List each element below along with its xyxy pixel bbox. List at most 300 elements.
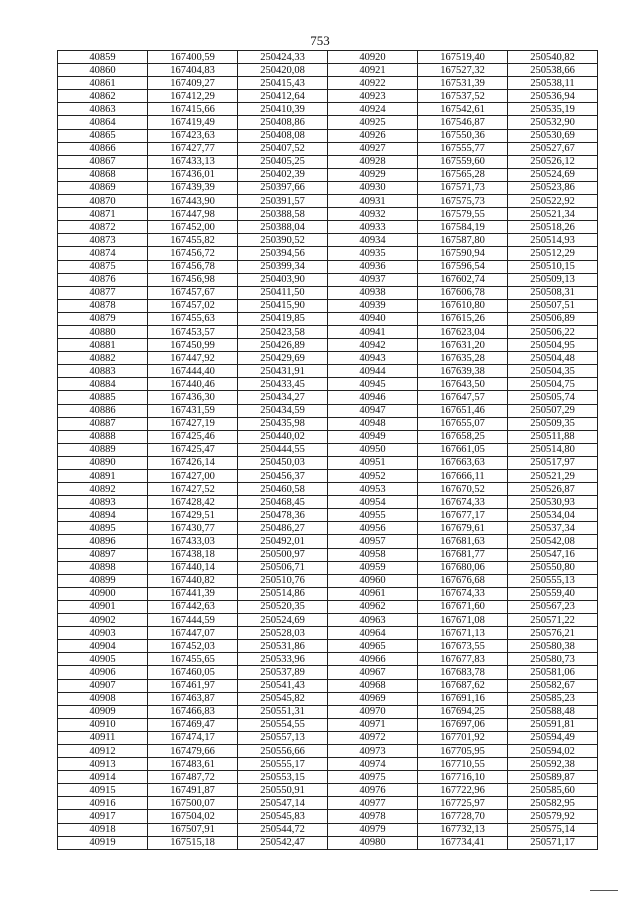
table-row [58,155,598,168]
table-row [58,509,598,522]
x-coordinate-left: 167455,65 [148,653,238,666]
point-id-right: 40959 [328,561,418,574]
y-coordinate-right: 250575,14 [508,823,598,836]
table-row [58,574,598,587]
x-coordinate-left: 167452,00 [148,221,238,234]
point-id-left: 40886 [58,404,148,417]
y-coordinate-right: 250559,40 [508,587,598,600]
y-coordinate-left: 250408,08 [238,129,328,142]
x-coordinate-left: 167491,87 [148,784,238,797]
y-coordinate-left: 250550,91 [238,784,328,797]
x-coordinate-right: 167531,39 [418,77,508,90]
x-coordinate-left: 167428,42 [148,496,238,509]
point-id-left: 40913 [58,758,148,771]
table-row [58,548,598,561]
table-row [58,181,598,194]
point-id-right: 40952 [328,470,418,483]
y-coordinate-left: 250444,55 [238,443,328,456]
x-coordinate-right: 167677,17 [418,509,508,522]
point-id-left: 40914 [58,771,148,784]
point-id-left: 40880 [58,325,148,338]
point-id-right: 40977 [328,797,418,810]
x-coordinate-left: 167423,63 [148,129,238,142]
x-coordinate-right: 167697,06 [418,718,508,731]
x-coordinate-right: 167559,60 [418,155,508,168]
y-coordinate-right: 250542,08 [508,535,598,548]
point-id-right: 40928 [328,155,418,168]
x-coordinate-right: 167670,52 [418,483,508,496]
x-coordinate-left: 167515,18 [148,836,238,849]
y-coordinate-right: 250591,81 [508,718,598,731]
x-coordinate-right: 167610,80 [418,299,508,312]
point-id-left: 40919 [58,836,148,849]
point-id-left: 40901 [58,600,148,613]
table-row [58,627,598,640]
table-row [58,483,598,496]
point-id-left: 40909 [58,705,148,718]
x-coordinate-right: 167590,94 [418,247,508,260]
point-id-right: 40969 [328,692,418,705]
point-id-left: 40878 [58,299,148,312]
x-coordinate-right: 167542,61 [418,103,508,116]
point-id-right: 40957 [328,535,418,548]
point-id-right: 40975 [328,771,418,784]
table-row [58,417,598,430]
x-coordinate-right: 167705,95 [418,744,508,757]
point-id-left: 40902 [58,614,148,627]
y-coordinate-right: 250571,17 [508,836,598,849]
x-coordinate-right: 167716,10 [418,771,508,784]
x-coordinate-right: 167658,25 [418,430,508,443]
point-id-right: 40967 [328,666,418,679]
x-coordinate-left: 167457,67 [148,286,238,299]
y-coordinate-left: 250557,13 [238,731,328,744]
x-coordinate-left: 167455,82 [148,234,238,247]
y-coordinate-right: 250594,49 [508,731,598,744]
y-coordinate-right: 250527,67 [508,142,598,155]
point-id-right: 40933 [328,221,418,234]
point-id-left: 40891 [58,470,148,483]
x-coordinate-right: 167732,13 [418,823,508,836]
y-coordinate-left: 250556,66 [238,744,328,757]
y-coordinate-right: 250567,23 [508,600,598,613]
y-coordinate-right: 250507,51 [508,299,598,312]
y-coordinate-right: 250538,66 [508,64,598,77]
table-row [58,784,598,797]
point-id-right: 40954 [328,496,418,509]
x-coordinate-left: 167440,14 [148,561,238,574]
table-row [58,404,598,417]
y-coordinate-right: 250540,82 [508,51,598,64]
y-coordinate-right: 250507,29 [508,404,598,417]
point-id-right: 40923 [328,90,418,103]
point-id-left: 40890 [58,456,148,469]
point-id-left: 40908 [58,692,148,705]
y-coordinate-right: 250580,73 [508,653,598,666]
y-coordinate-left: 250424,33 [238,51,328,64]
table-row [58,365,598,378]
y-coordinate-left: 250431,91 [238,365,328,378]
x-coordinate-left: 167507,91 [148,823,238,836]
x-coordinate-left: 167500,07 [148,797,238,810]
point-id-left: 40877 [58,286,148,299]
point-id-left: 40897 [58,548,148,561]
x-coordinate-right: 167655,07 [418,417,508,430]
y-coordinate-right: 250582,95 [508,797,598,810]
x-coordinate-left: 167433,13 [148,155,238,168]
point-id-right: 40932 [328,208,418,221]
y-coordinate-left: 250403,90 [238,273,328,286]
x-coordinate-left: 167456,78 [148,260,238,273]
x-coordinate-right: 167527,32 [418,64,508,77]
y-coordinate-right: 250505,74 [508,391,598,404]
x-coordinate-right: 167734,41 [418,836,508,849]
x-coordinate-right: 167643,50 [418,378,508,391]
table-row [58,470,598,483]
coordinates-table-body [58,51,598,850]
point-id-left: 40868 [58,168,148,181]
y-coordinate-right: 250582,67 [508,679,598,692]
x-coordinate-left: 167444,59 [148,614,238,627]
y-coordinate-right: 250504,95 [508,339,598,352]
table-row [58,325,598,338]
point-id-left: 40904 [58,640,148,653]
point-id-left: 40916 [58,797,148,810]
y-coordinate-right: 250506,89 [508,312,598,325]
x-coordinate-right: 167722,96 [418,784,508,797]
table-row [58,142,598,155]
table-row [58,51,598,64]
x-coordinate-left: 167409,27 [148,77,238,90]
point-id-right: 40943 [328,352,418,365]
x-coordinate-right: 167647,57 [418,391,508,404]
y-coordinate-right: 250550,80 [508,561,598,574]
point-id-left: 40874 [58,247,148,260]
y-coordinate-left: 250433,45 [238,378,328,391]
table-row [58,352,598,365]
table-row [58,692,598,705]
point-id-right: 40951 [328,456,418,469]
point-id-left: 40898 [58,561,148,574]
x-coordinate-left: 167412,29 [148,90,238,103]
y-coordinate-right: 250585,23 [508,692,598,705]
table-row [58,797,598,810]
point-id-left: 40885 [58,391,148,404]
table-row [58,77,598,90]
y-coordinate-right: 250514,80 [508,443,598,456]
table-row [58,522,598,535]
point-id-right: 40970 [328,705,418,718]
x-coordinate-left: 167460,05 [148,666,238,679]
point-id-right: 40958 [328,548,418,561]
x-coordinate-left: 167425,47 [148,443,238,456]
table-row [58,247,598,260]
y-coordinate-left: 250450,03 [238,456,328,469]
y-coordinate-right: 250535,19 [508,103,598,116]
table-row [58,299,598,312]
table-row [58,443,598,456]
point-id-right: 40956 [328,522,418,535]
table-row [58,810,598,823]
y-coordinate-right: 250509,35 [508,417,598,430]
x-coordinate-left: 167487,72 [148,771,238,784]
point-id-right: 40929 [328,168,418,181]
table-row [58,679,598,692]
x-coordinate-right: 167602,74 [418,273,508,286]
y-coordinate-left: 250388,04 [238,221,328,234]
x-coordinate-left: 167436,01 [148,168,238,181]
point-id-left: 40859 [58,51,148,64]
y-coordinate-left: 250514,86 [238,587,328,600]
y-coordinate-left: 250520,35 [238,600,328,613]
x-coordinate-left: 167431,59 [148,404,238,417]
point-id-right: 40965 [328,640,418,653]
point-id-left: 40865 [58,129,148,142]
point-id-left: 40876 [58,273,148,286]
y-coordinate-right: 250504,48 [508,352,598,365]
x-coordinate-left: 167483,61 [148,758,238,771]
y-coordinate-right: 250537,34 [508,522,598,535]
point-id-right: 40921 [328,64,418,77]
y-coordinate-right: 250517,97 [508,456,598,469]
table-row [58,195,598,208]
point-id-right: 40978 [328,810,418,823]
y-coordinate-right: 250511,88 [508,430,598,443]
table-row [58,103,598,116]
point-id-right: 40931 [328,195,418,208]
x-coordinate-right: 167596,54 [418,260,508,273]
table-row [58,718,598,731]
table-row [58,836,598,849]
x-coordinate-left: 167433,03 [148,535,238,548]
point-id-left: 40879 [58,312,148,325]
x-coordinate-left: 167456,72 [148,247,238,260]
point-id-left: 40892 [58,483,148,496]
x-coordinate-left: 167400,59 [148,51,238,64]
y-coordinate-right: 250592,38 [508,758,598,771]
x-coordinate-left: 167427,19 [148,417,238,430]
x-coordinate-right: 167673,55 [418,640,508,653]
x-coordinate-left: 167452,03 [148,640,238,653]
y-coordinate-right: 250526,87 [508,483,598,496]
y-coordinate-left: 250492,01 [238,535,328,548]
table-row [58,561,598,574]
y-coordinate-left: 250551,31 [238,705,328,718]
y-coordinate-right: 250555,13 [508,574,598,587]
table-row [58,456,598,469]
x-coordinate-left: 167427,00 [148,470,238,483]
table-row [58,129,598,142]
y-coordinate-right: 250518,26 [508,221,598,234]
x-coordinate-left: 167427,77 [148,142,238,155]
x-coordinate-left: 167429,51 [148,509,238,522]
y-coordinate-right: 250504,35 [508,365,598,378]
y-coordinate-right: 250510,15 [508,260,598,273]
x-coordinate-right: 167680,06 [418,561,508,574]
point-id-right: 40948 [328,417,418,430]
x-coordinate-left: 167447,92 [148,352,238,365]
x-coordinate-right: 167565,28 [418,168,508,181]
table-row [58,312,598,325]
point-id-left: 40899 [58,574,148,587]
x-coordinate-left: 167427,52 [148,483,238,496]
y-coordinate-right: 250534,04 [508,509,598,522]
table-row [58,64,598,77]
point-id-right: 40964 [328,627,418,640]
point-id-right: 40974 [328,758,418,771]
table-row [58,286,598,299]
y-coordinate-right: 250521,34 [508,208,598,221]
y-coordinate-left: 250411,50 [238,286,328,299]
point-id-left: 40910 [58,718,148,731]
x-coordinate-left: 167444,40 [148,365,238,378]
x-coordinate-left: 167440,46 [148,378,238,391]
table-row [58,260,598,273]
y-coordinate-right: 250514,93 [508,234,598,247]
y-coordinate-right: 250530,69 [508,129,598,142]
x-coordinate-right: 167701,92 [418,731,508,744]
point-id-right: 40980 [328,836,418,849]
y-coordinate-left: 250419,85 [238,312,328,325]
y-coordinate-right: 250506,22 [508,325,598,338]
point-id-right: 40979 [328,823,418,836]
x-coordinate-left: 167441,39 [148,587,238,600]
x-coordinate-left: 167453,57 [148,325,238,338]
point-id-left: 40906 [58,666,148,679]
point-id-right: 40963 [328,614,418,627]
y-coordinate-left: 250435,98 [238,417,328,430]
y-coordinate-left: 250415,43 [238,77,328,90]
y-coordinate-left: 250402,39 [238,168,328,181]
x-coordinate-right: 167679,61 [418,522,508,535]
y-coordinate-left: 250544,72 [238,823,328,836]
y-coordinate-left: 250486,27 [238,522,328,535]
x-coordinate-right: 167681,77 [418,548,508,561]
x-coordinate-left: 167426,14 [148,456,238,469]
x-coordinate-right: 167661,05 [418,443,508,456]
point-id-left: 40889 [58,443,148,456]
y-coordinate-left: 250410,39 [238,103,328,116]
point-id-right: 40953 [328,483,418,496]
point-id-left: 40911 [58,731,148,744]
y-coordinate-left: 250554,55 [238,718,328,731]
x-coordinate-left: 167504,02 [148,810,238,823]
point-id-left: 40873 [58,234,148,247]
y-coordinate-right: 250509,13 [508,273,598,286]
y-coordinate-left: 250468,45 [238,496,328,509]
point-id-right: 40941 [328,325,418,338]
table-row [58,731,598,744]
y-coordinate-left: 250390,52 [238,234,328,247]
x-coordinate-right: 167671,13 [418,627,508,640]
y-coordinate-left: 250524,69 [238,614,328,627]
x-coordinate-left: 167419,49 [148,116,238,129]
point-id-left: 40867 [58,155,148,168]
y-coordinate-right: 250547,16 [508,548,598,561]
point-id-left: 40917 [58,810,148,823]
y-coordinate-left: 250420,08 [238,64,328,77]
point-id-right: 40935 [328,247,418,260]
x-coordinate-left: 167438,18 [148,548,238,561]
table-row [58,90,598,103]
x-coordinate-right: 167519,40 [418,51,508,64]
x-coordinate-right: 167615,26 [418,312,508,325]
table-row [58,640,598,653]
x-coordinate-right: 167606,78 [418,286,508,299]
y-coordinate-right: 250530,93 [508,496,598,509]
y-coordinate-left: 250408,86 [238,116,328,129]
point-id-left: 40882 [58,352,148,365]
x-coordinate-right: 167537,52 [418,90,508,103]
y-coordinate-left: 250456,37 [238,470,328,483]
y-coordinate-left: 250399,34 [238,260,328,273]
point-id-right: 40922 [328,77,418,90]
x-coordinate-right: 167550,36 [418,129,508,142]
point-id-left: 40918 [58,823,148,836]
y-coordinate-left: 250510,76 [238,574,328,587]
x-coordinate-right: 167671,08 [418,614,508,627]
table-row [58,535,598,548]
table-row [58,600,598,613]
table-row [58,273,598,286]
y-coordinate-left: 250415,90 [238,299,328,312]
x-coordinate-right: 167725,97 [418,797,508,810]
y-coordinate-right: 250536,94 [508,90,598,103]
y-coordinate-left: 250478,36 [238,509,328,522]
y-coordinate-left: 250545,82 [238,692,328,705]
point-id-right: 40934 [328,234,418,247]
y-coordinate-left: 250460,58 [238,483,328,496]
point-id-right: 40938 [328,286,418,299]
y-coordinate-right: 250508,31 [508,286,598,299]
point-id-left: 40894 [58,509,148,522]
x-coordinate-right: 167666,11 [418,470,508,483]
y-coordinate-left: 250500,97 [238,548,328,561]
point-id-right: 40955 [328,509,418,522]
point-id-left: 40866 [58,142,148,155]
point-id-right: 40940 [328,312,418,325]
y-coordinate-right: 250571,22 [508,614,598,627]
x-coordinate-right: 167546,87 [418,116,508,129]
x-coordinate-left: 167456,98 [148,273,238,286]
y-coordinate-left: 250553,15 [238,771,328,784]
table-row [58,744,598,757]
x-coordinate-left: 167466,83 [148,705,238,718]
page-number: 753 [310,33,330,48]
point-id-right: 40972 [328,731,418,744]
point-id-left: 40884 [58,378,148,391]
y-coordinate-left: 250412,64 [238,90,328,103]
table-row [58,378,598,391]
y-coordinate-left: 250429,69 [238,352,328,365]
y-coordinate-right: 250576,21 [508,627,598,640]
point-id-right: 40939 [328,299,418,312]
x-coordinate-left: 167474,17 [148,731,238,744]
point-id-right: 40927 [328,142,418,155]
point-id-left: 40872 [58,221,148,234]
y-coordinate-right: 250523,86 [508,181,598,194]
x-coordinate-left: 167430,77 [148,522,238,535]
point-id-left: 40895 [58,522,148,535]
y-coordinate-left: 250555,17 [238,758,328,771]
table-row [58,758,598,771]
table-row [58,221,598,234]
table-row [58,705,598,718]
point-id-right: 40926 [328,129,418,142]
x-coordinate-right: 167677,83 [418,653,508,666]
y-coordinate-right: 250594,02 [508,744,598,757]
x-coordinate-left: 167447,98 [148,208,238,221]
